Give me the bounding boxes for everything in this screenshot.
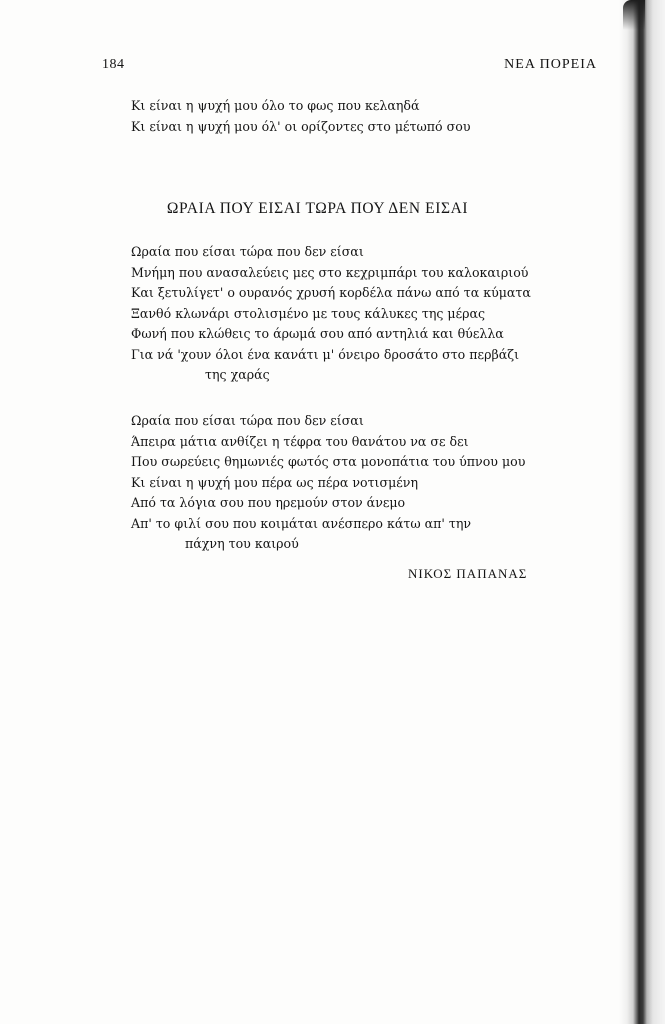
verse-line: Και ξετυλίγετ' ο ουρανός χρυσή κορδέλα πάνω από τα κύματα bbox=[131, 285, 531, 300]
verse-line: Ωραία που είσαι τώρα που δεν είσαι bbox=[131, 413, 364, 428]
verse-line-continuation: της χαράς bbox=[205, 367, 270, 382]
previous-poem-ending bbox=[131, 96, 470, 137]
verse-line: Κι είναι η ψυχή μου όλ' οι ορίζοντες στο μέτωπό σου bbox=[131, 118, 471, 134]
verse-line: Ωραία που είσαι τώρα που δεν είσαι bbox=[131, 244, 364, 259]
verse-line: Άπειρα μάτια ανθίζει η τέφρα του θανάτου να σε δει bbox=[131, 433, 469, 449]
verse-line: Κι είναι η ψυχή μου πέρα ως πέρα νοτισμένη bbox=[131, 474, 418, 490]
page-number: 184 bbox=[102, 57, 125, 72]
verse-line: Απ' το φιλί σου που κοιμάται ανέσπερο κάτω απ' την bbox=[131, 515, 472, 531]
verse-line: Που σωρεύεις θημωνιές φωτός στα μονοπάτια του ύπνου μου bbox=[131, 454, 526, 469]
running-head: ΝΕΑ ΠΟΡΕΙΑ bbox=[504, 57, 597, 72]
verse-line: Μνήμη που ανασαλεύεις μες στο κεχριμπάρι του καλοκαιριού bbox=[131, 264, 529, 280]
poem-stanza-1 bbox=[131, 242, 531, 386]
verse-line: Από τα λόγια σου που ηρεμούν στον άνεμο bbox=[131, 495, 406, 510]
verse-line: Για νά 'χουν όλοι ένα κανάτι μ' όνειρο δροσάτο στο περβάζι bbox=[131, 346, 520, 362]
verse-line: Κι είναι η ψυχή μου όλο το φως που κελαηδά bbox=[131, 98, 420, 113]
poem-stanza-2 bbox=[131, 411, 525, 555]
book-binding-top bbox=[623, 0, 645, 30]
verse-line-continuation: πάχνη του καιρού bbox=[185, 536, 299, 551]
verse-line: Ξανθό κλωνάρι στολισμένο με τους κάλυκες της μέρας bbox=[131, 305, 486, 321]
poem-author: ΝΙΚΟΣ ΠΑΠΑΝΑΣ bbox=[408, 566, 528, 581]
poem-title: ΩΡΑΙΑ ΠΟΥ ΕΙΣΑΙ ΤΩΡΑ ΠΟΥ ΔΕΝ ΕΙΣΑΙ bbox=[166, 200, 469, 217]
verse-line: Φωνή που κλώθεις το άρωμά σου από αντηλιά και θύελλα bbox=[131, 326, 504, 341]
book-binding-shadow bbox=[619, 0, 665, 1024]
